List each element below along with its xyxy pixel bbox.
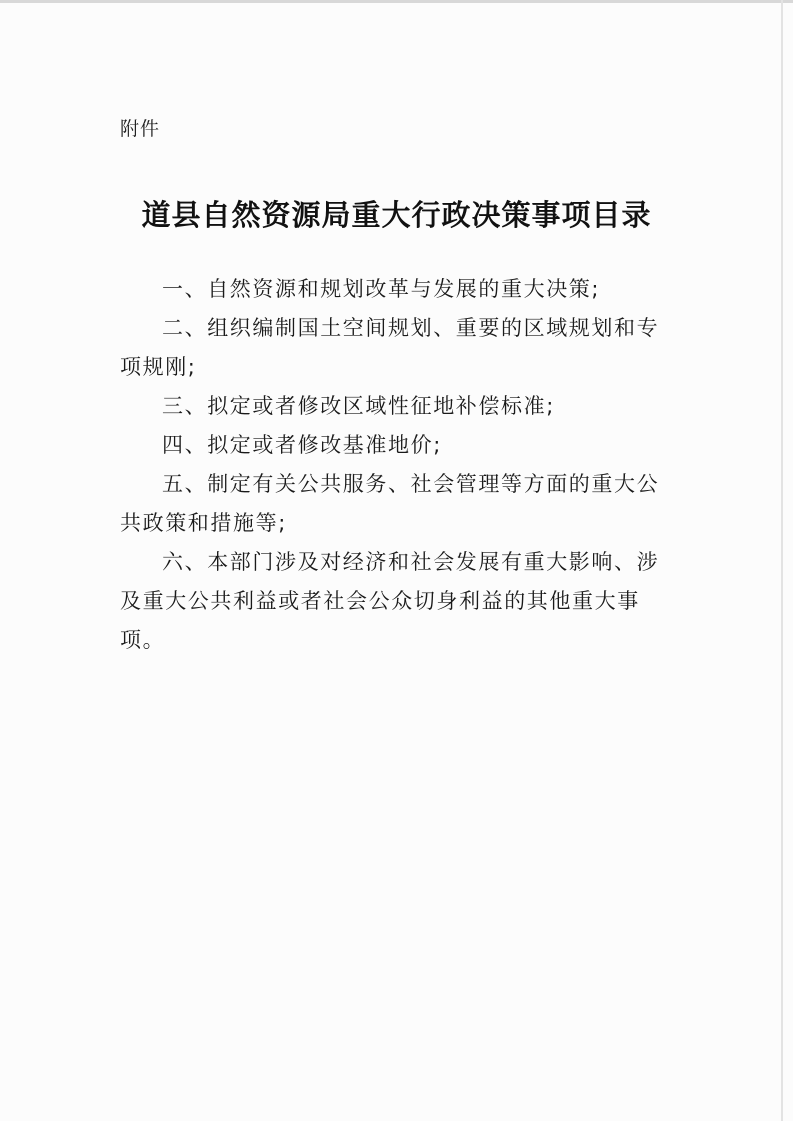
decision-item-2: 二、组织编制国土空间规划、重要的区域规划和专项规刚; xyxy=(120,316,660,379)
decision-items-list xyxy=(120,270,680,660)
decision-item-6: 六、本部门涉及对经济和社会发展有重大影响、涉及重大公共利益或者社会公众切身利益的其他重大事项。 xyxy=(120,550,660,652)
decision-item-5: 五、制定有关公共服务、社会管理等方面的重大公共政策和措施等; xyxy=(120,472,660,535)
decision-item-3: 三、拟定或者修改区域性征地补偿标准; xyxy=(162,394,555,418)
scan-edge-top xyxy=(0,0,793,3)
decision-item-4: 四、拟定或者修改基准地价; xyxy=(162,433,442,457)
decision-item-1: 一、自然资源和规划改革与发展的重大决策; xyxy=(162,277,601,301)
attachment-label: 附件 xyxy=(120,118,161,140)
scan-edge-right xyxy=(781,0,783,1121)
document-title: 道县自然资源局重大行政决策事项目录 xyxy=(141,198,652,232)
